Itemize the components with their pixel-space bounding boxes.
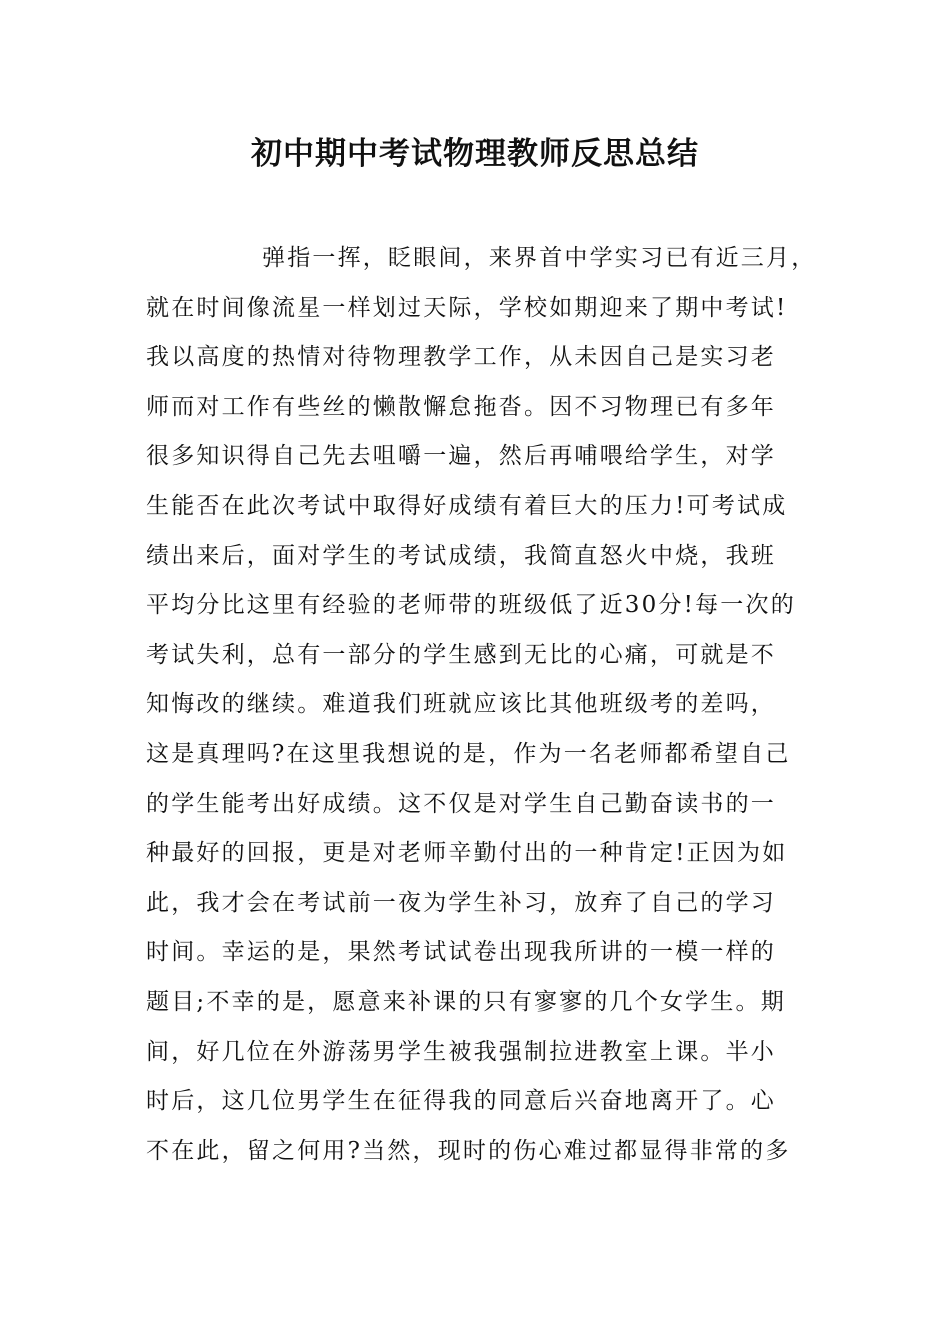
paragraph-line: 师而对工作有些丝的懒散懈怠拖沓。因不习物理已有多年 [146, 393, 776, 420]
paragraph-line: 的学生能考出好成绩。这不仅是对学生自己勤奋读书的一 [146, 790, 776, 817]
paragraph-line: 种最好的回报，更是对老师辛勤付出的一种肯定!正因为如 [146, 840, 788, 867]
paragraph-line: 知悔改的继续。难道我们班就应该比其他班级考的差吗， [146, 691, 776, 718]
paragraph-line: 时后，这几位男学生在征得我的同意后兴奋地离开了。心 [146, 1088, 776, 1115]
paragraph-line: 时间。幸运的是，果然考试试卷出现我所讲的一模一样的 [146, 939, 776, 966]
paragraph-line: 绩出来后，面对学生的考试成绩，我简直怒火中烧，我班 [146, 542, 776, 569]
paragraph-line: 此，我才会在考试前一夜为学生补习，放弃了自己的学习 [146, 889, 776, 916]
paragraph-line: 题目;不幸的是，愿意来补课的只有寥寥的几个女学生。期 [146, 988, 786, 1015]
paragraph-line: 这是真理吗?在这里我想说的是，作为一名老师都希望自己 [146, 740, 791, 767]
paragraph-line: 考试失利，总有一部分的学生感到无比的心痛，可就是不 [146, 641, 776, 668]
paragraph-line: 很多知识得自己先去咀嚼一遍，然后再哺喂给学生，对学 [146, 443, 776, 470]
paragraph-line: 就在时间像流星一样划过天际，学校如期迎来了期中考试! [146, 294, 788, 321]
document-body [146, 234, 826, 1176]
paragraph-line: 生能否在此次考试中取得好成绩有着巨大的压力!可考试成 [146, 492, 788, 519]
paragraph-line: 平均分比这里有经验的老师带的班级低了近30分!每一次的 [146, 592, 796, 619]
document-title: 初中期中考试物理教师反思总结 [251, 136, 699, 172]
paragraph-line: 间，好几位在外游荡男学生被我强制拉进教室上课。半小 [146, 1038, 776, 1065]
paragraph-line: 弹指一挥，眨眼间，来界首中学实习已有近三月， [262, 245, 817, 271]
paragraph-line: 我以高度的热情对待物理教学工作，从未因自己是实习老 [146, 344, 776, 371]
paragraph-line: 不在此，留之何用?当然，现时的伤心难过都显得非常的多 [146, 1137, 791, 1164]
